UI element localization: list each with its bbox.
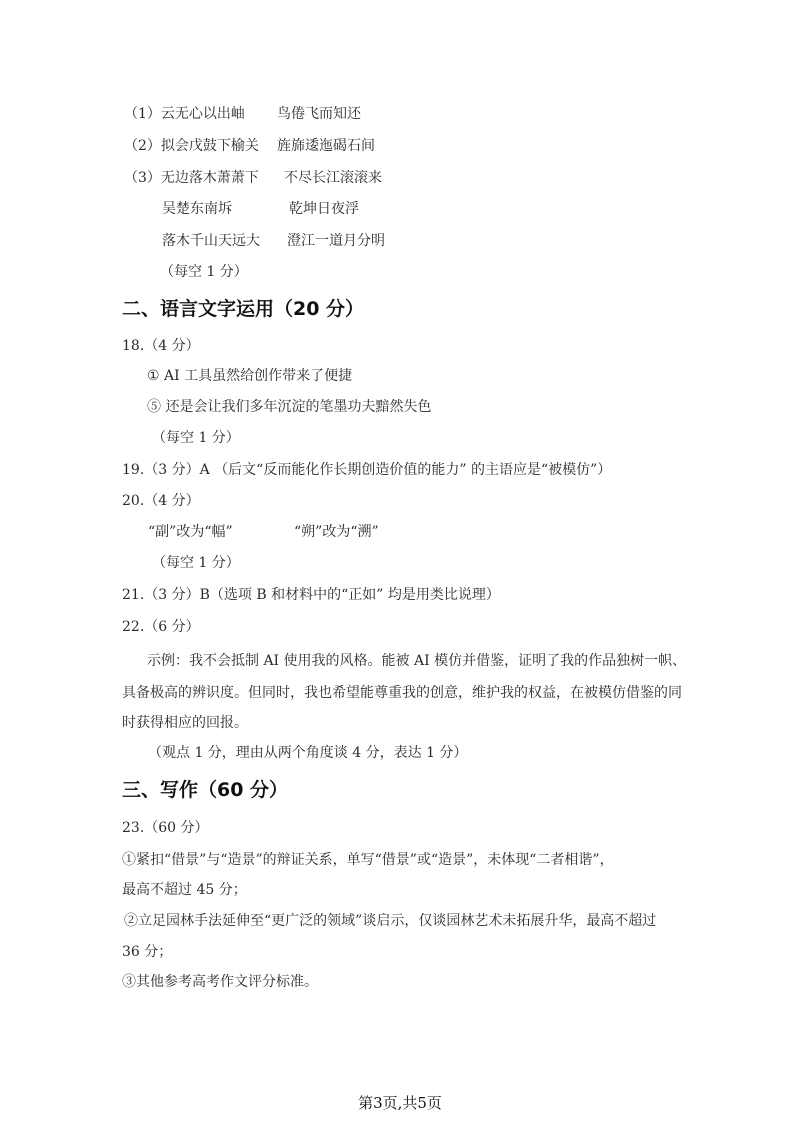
rubric-3: ③其他参考高考作文评分标准。 (122, 974, 318, 990)
question-22-paragraph-line-3: 时获得相应的回报。 (122, 715, 248, 731)
answer-line-3-first: （3）无边落木萧萧下 (124, 170, 259, 186)
question-22-paragraph-line-1: 示例：我不会抵制 AI 使用我的风格。能被 AI 模仿并借鉴，证明了我的作品独树一帜、 (147, 653, 687, 669)
section-heading-writing: 三、写作（60 分） (122, 779, 289, 801)
answer-line-1-second: 鸟倦飞而知还 (277, 106, 361, 122)
scoring-note: （每空 1 分） (160, 264, 248, 280)
question-23-label: 23.（60 分） (122, 820, 209, 836)
answer-line-3-second: 不尽长江滚滚来 (284, 170, 382, 186)
question-18-answer-1: ① AI 工具虽然给创作带来了便捷 (147, 368, 353, 384)
question-21-answer: 21.（3 分）B（选项 B 和材料中的“正如” 均是用类比说理） (122, 587, 500, 603)
question-18-note: （每空 1 分） (152, 430, 240, 446)
answer-line-4-first: 吴楚东南坼 (162, 201, 232, 217)
answer-line-1-first: （1）云无心以出岫 (124, 106, 245, 122)
page-number: 第3页,共5页 (358, 1094, 442, 1112)
answer-line-5-first: 落木千山天远大 (162, 233, 260, 249)
answer-line-2-second: 旌旆逶迤碣石间 (277, 138, 375, 154)
rubric-1-line-1: ①紧扣“借景”与“造景”的辩证关系，单写“借景”或“造景”，未体现“二者相谐”， (122, 852, 614, 868)
rubric-2-line-1: ②立足园林手法延伸至“更广泛的领域”谈启示，仅谈园林艺术未拓展升华，最高不超过 (124, 913, 657, 929)
question-20-answer-2: “朔”改为“溯” (294, 524, 379, 540)
rubric-1-line-2: 最高不超过 45 分； (122, 882, 247, 898)
question-20-answer-1: “副”改为“幅” (148, 524, 233, 540)
answer-line-5-second: 澄江一道月分明 (287, 233, 385, 249)
question-22-label: 22.（6 分） (122, 619, 200, 635)
question-18-label: 18.（4 分） (122, 338, 200, 354)
question-20-label: 20.（4 分） (122, 493, 200, 509)
question-22-paragraph-line-2: 具备极高的辨识度。但同时，我也希望能尊重我的创意，维护我的权益，在被模仿借鉴的同 (122, 685, 682, 701)
question-22-note: （观点 1 分，理由从两个角度谈 4 分，表达 1 分） (148, 745, 468, 761)
section-heading-language-use: 二、语言文字运用（20 分） (122, 298, 365, 320)
question-20-note: （每空 1 分） (152, 555, 240, 571)
answer-line-4-second: 乾坤日夜浮 (289, 201, 359, 217)
rubric-2-line-2: 36 分； (122, 944, 173, 960)
question-19-answer: 19.（3 分）A （后文“反而能化作长期创造价值的能力” 的主语应是“被模仿”） (122, 462, 612, 478)
question-18-answer-2: ⑤ 还是会让我们多年沉淀的笔墨功夫黯然失色 (147, 399, 432, 415)
answer-line-2-first: （2）拟会戊鼓下榆关 (124, 138, 259, 154)
